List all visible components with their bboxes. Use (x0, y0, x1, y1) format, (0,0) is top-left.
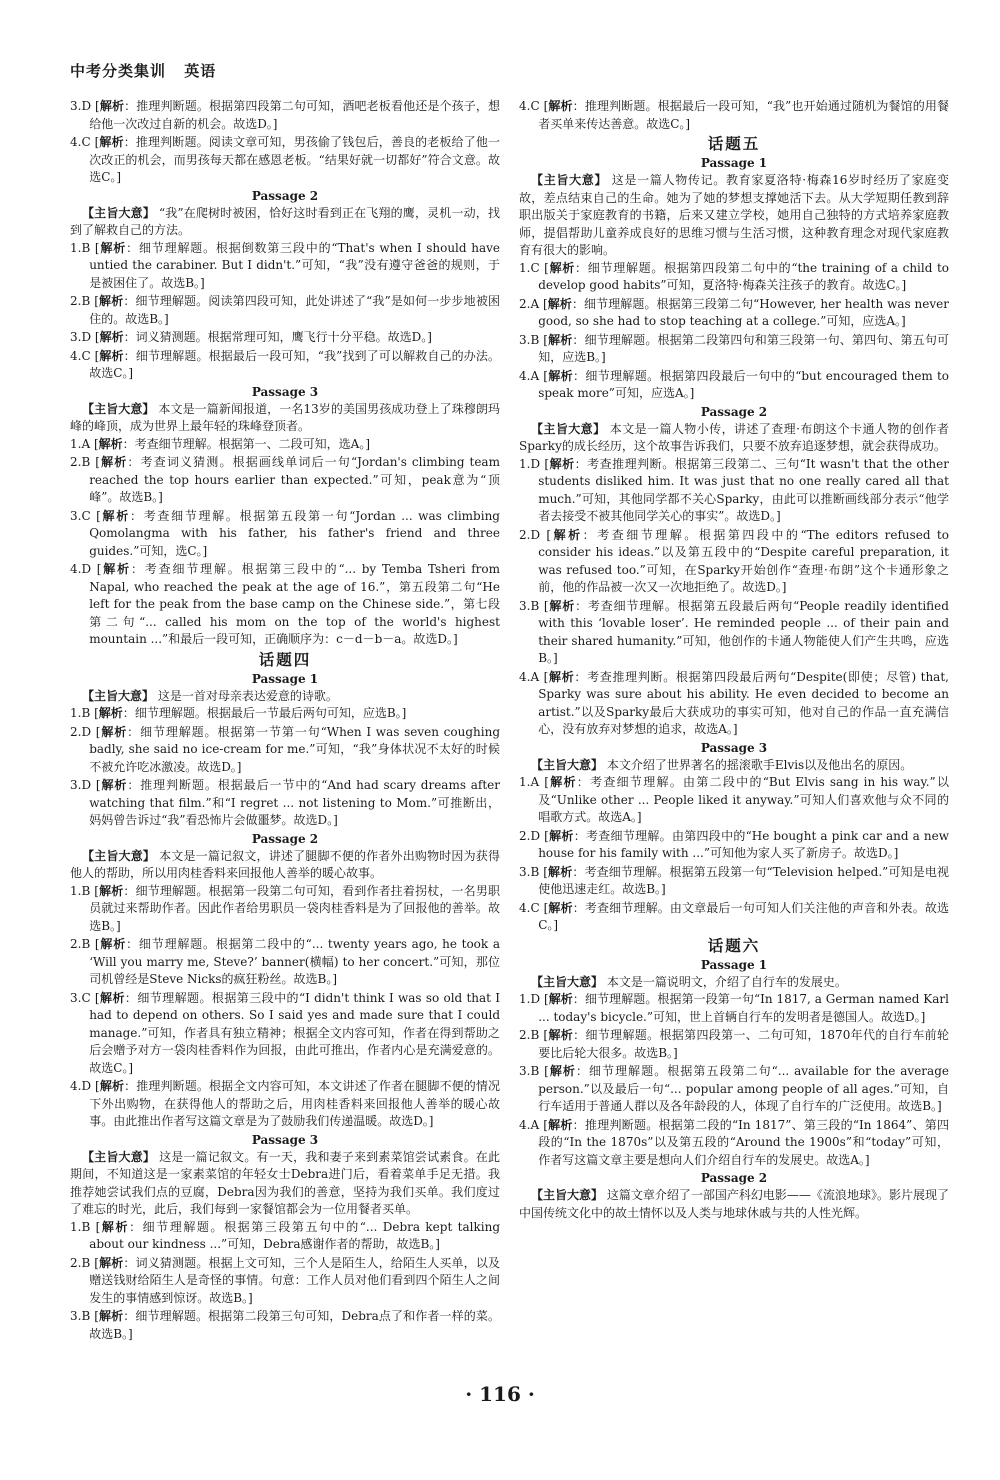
left-column (70, 98, 500, 1344)
answer-item: 4.A [解析：细节理解题。根据第四段最后一句中的“but encouraged them to speak more”可知，应选A。] (519, 368, 949, 400)
answer-item: 2.B [解析：细节理解题。根据第四段第一、二句可知，1870年代的自行车前轮要比后轮大很多。故选B。] (519, 1028, 949, 1060)
answer-item: 4.A [解析：推理判断题。根据第二段的“In 1817”、第三段的“In 1864”、第四段的“In the 1870s”以及第五段的“Around the 1900s”和“today”可知，作者写这篇文章主要是想向人们介绍自行车的发展史。故选A。] (519, 1117, 950, 1167)
answer-text: 细节理解题。根据第一节第一句“When I was seven coughing badly, she said no ice-cream for me.”可知，“我”身体状况不太好的时候不被允许吃冰激凌。故选D。] (89, 724, 500, 774)
passage-heading: Passage 1 (700, 156, 768, 170)
answer-item: 3.D [解析：词义猜测题。根据常理可知，鹰飞行十分平稳。故选D。] (70, 330, 432, 344)
answer-text: 考查细节理解。由第二段中的“But Elvis sang in his way.”以及“Unlike other ... People liked it anyway.”可知人们喜欢他与众不同的唱歌方式。故选A。] (538, 775, 949, 824)
answer-number: 4.C (519, 900, 540, 915)
answer-number: 4.A (519, 1117, 540, 1132)
answer-text: 考查细节理解。由文章最后一句可知人们关注他的声音和外表。故选C。] (538, 900, 949, 932)
answer-number: 2.B (70, 455, 91, 469)
answer-number: 2.B (70, 294, 91, 308)
summary-text: 这是一篇记叙文。有一天，我和妻子来到素菜馆尝试素食。在此期间，不知道这是一家素菜馆的年轻女士Debra进门后，看着菜单手足无措。我推荐她尝试我们点的豆腐，Debra因为我们的善意，坚持为我们买单。我们度过了难忘的时光，此后，我们每到一家餐馆都会为一位用餐者买单。 (70, 1149, 500, 1216)
answer-text: 细节理解题。根据第五段第二句“... available for the average person.”以及最后一句“... popular among people of all ages.”可知，自行车适用于普通人群以及各年龄段的人，体现了自行车的广泛使用。故选B。] (538, 1064, 949, 1113)
answer-number: 4.D (70, 562, 92, 576)
answer-number: 4.D (70, 1079, 92, 1093)
answer-number: 4.A (519, 368, 540, 383)
answer-item: 1.B [解析：细节理解题。根据第一段第二句可知，看到作者拄着拐杖，一名男职员就过来帮助作者。因此作者给男职员一袋肉桂香料是为了回报他的善举。故选B。] (70, 883, 500, 933)
passage-heading: Passage 2 (251, 831, 319, 846)
summary-text: 本文是一篇说明文，介绍了自行车的发展史。 (606, 974, 847, 989)
answer-item: 4.C [解析：推理判断题。阅读文章可知，男孩偷了钱包后，善良的老板给了他一次改正的机会，而男孩每天都在感恩老板。“结果好就一切都好”符合文意。故选C。] (70, 135, 500, 184)
answer-number: 2.B (519, 1028, 540, 1042)
answer-text: 考查细节理解。根据第五段第一句“Television helped.”可知是电视使他迅速走红。故选B。] (538, 864, 949, 896)
analysis-label: 解析 (100, 508, 130, 523)
answer-text: 考查细节理解。根据第四段中的“The editors refused to consider his ideas.”以及第五段中的“Despite careful preparation, it was refused too.”可知，在Sparky开始创作“查理·布朗”这个卡通形象之前，他的作品被一次又一次地拒绝了。故选D。] (538, 527, 949, 594)
analysis-label: 解析 (547, 296, 572, 311)
summary-paragraph (70, 401, 500, 436)
answer-item: 1.C [解析：细节理解题。根据第四段第二句中的“the training of a child to develop good habits”可知，夏洛特·梅森关注孩子的教育。故选C。] (519, 260, 949, 292)
answer-text: 考查细节理解。根据第五段最后两句“People readily identified with this ‘lovable loser’. He reminded people ... of their pain and their shared humanity.”可知，他创作的卡通人物能使人们产生共鸣，应选B。] (538, 598, 949, 665)
answer-number: 1.B (70, 706, 91, 720)
analysis-label: 解析 (99, 330, 124, 344)
analysis-label: 解析 (98, 1255, 124, 1270)
answer-text: 考查细节理解。由第四段中的“He bought a pink car and a new house for his family with ...”可知他为家人买了新房子。故选D。] (538, 828, 949, 860)
answer-item: 1.A [解析：考查细节理解。根据第一、二段可知，选A。] (70, 436, 371, 451)
summary-text: 本文是一篇新闻报道，一名13岁的美国男孩成功登上了珠穆朗玛峰的峰顶，成为世界上最年轻的珠峰登顶者。 (70, 401, 500, 433)
answer-number: 1.C (519, 260, 540, 275)
answer-item: 3.B [解析：考查细节理解。根据第五段最后两句“People readily identified with this ‘lovable loser’. He reminded people ... of their pain and their shared humanity.”可知，他创作的卡通人物能使人们产生共鸣，应选B。] (519, 598, 949, 665)
analysis-label: 解析 (99, 990, 125, 1005)
answer-item: 1.A [解析：考查细节理解。由第二段中的“But Elvis sang in his way.”以及“Unlike other ... People liked it anyway.”可知人们喜欢他与众不同的唱歌方式。故选A。] (519, 775, 949, 824)
subject-label: 英语 (184, 62, 217, 80)
summary-paragraph (70, 848, 500, 883)
answer-number: 4.C (70, 135, 91, 149)
analysis-label: 解析 (548, 99, 573, 113)
answer-number: 1.B (70, 883, 91, 898)
analysis-label: 解析 (101, 562, 131, 576)
analysis-label: 解析 (548, 992, 573, 1006)
analysis-label: 解析 (99, 455, 128, 469)
answer-text: 推理判断题。阅读文章可知，男孩偷了钱包后，善良的老板给了他一次改正的机会，而男孩每天都在感恩老板。“结果好就一切都好”符合文意。故选C。] (89, 135, 500, 184)
answer-text: 考查推理判断。根据第三段第二、三句“It wasn't that the other students disliked him. It was just that no one really cared all that much.”可知，其他同学都不关心Sparky，由此可以推断画线部分表示“他学者去接受不被其他同学关心的事实”。故选D。] (538, 456, 949, 523)
answer-text: 推理判断题。根据第二段的“In 1817”、第三段的“In 1864”、第四段的“In the 1870s”以及第五段的“Around the 1900s”和“today”可知，作者写这篇文章主要是想向人们介绍自行车的发展史。故选A。] (538, 1117, 950, 1167)
answer-number: 1.B (70, 1219, 91, 1234)
answer-number: 3.D (70, 99, 92, 113)
answer-number: 4.C (519, 99, 540, 113)
summary-paragraph (519, 757, 949, 775)
answer-text: 细节理解题。根据最后一段可知，“我”找到了可以解救自己的办法。故选C。] (89, 348, 500, 380)
answer-item: 3.B [解析：细节理解题。根据第二段第三句可知，Debra点了和作者一样的菜。故选B。] (70, 1309, 500, 1341)
answer-text: 细节理解题。根据第四段第二句中的“the training of a child to develop good habits”可知，夏洛特·梅森关注孩子的教育。故选C。] (538, 260, 949, 292)
answer-item: 4.C [解析：推理判断题。根据最后一段可知，“我”也开始通过随机为餐馆的用餐者买单来传达善意。故选C。] (519, 99, 949, 131)
right-column (519, 98, 949, 1222)
answer-item: 1.B [解析：细节理解题。根据倒数第三段中的“That's when I should have untied the carabiner. But I didn't.”可知，“我”没有遵守爸爸的规则，于是被困住了。故选B。] (70, 240, 500, 290)
analysis-label: 解析 (100, 1219, 130, 1234)
answer-item: 2.A [解析：细节理解题。根据第三段第二句“However, her health was never good, so she had to stop teaching at a college.”可知，应选A。] (519, 296, 949, 328)
answer-number: 3.D (70, 330, 92, 344)
answer-number: 3.B (70, 1309, 91, 1323)
analysis-label: 解析 (100, 778, 128, 792)
answer-item: 3.B [解析：细节理解题。根据第二段第四句和第三段第一句、第四句、第五句可知，应选B。] (519, 332, 949, 364)
passage-heading: Passage 2 (251, 188, 319, 203)
answer-text: 考查细节理解。根据第五段第一句“Jordan ... was climbing Qomolangma with his father, his father's friend and three guides.”可知，选C。] (89, 508, 500, 558)
analysis-label: 解析 (547, 368, 574, 383)
passage-heading: Passage 2 (700, 1171, 768, 1185)
analysis-label: 解析 (548, 598, 576, 613)
summary-text: 这是一篇人物传记。教育家夏洛特·梅森16岁时经历了家庭变故，差点结束自己的生命。她为了她的梦想支撑她活下去。从大学短期任教到辞职出版关于家庭教育的书籍，后来又建立学校，她用自己独特的方式培养家庭教师，提倡帮助儿童养成良好的思维习惯与生活习惯，这种教育理念对现代家庭教育有很大的影响。 (519, 173, 949, 257)
answer-text: 细节理解题。根据第二段中的“... twenty years ago, he took a ‘Will you marry me, Steve?’ banner(横幅) to her concert.”可知，那位司机曾经是Steve Nicks的疯狂粉丝。故选B。] (89, 937, 500, 986)
answer-number: 4.A (519, 669, 540, 684)
answer-number: 1.A (70, 436, 91, 451)
analysis-label: 解析 (551, 527, 583, 542)
answer-item: 1.B [解析：细节理解题。根据第三段第五句中的“... Debra kept talking about our kindness ...”可知，Debra感谢作者的帮助，故选B。] (70, 1219, 500, 1251)
passage-heading: Passage 3 (700, 740, 768, 755)
answer-item: 4.C [解析：细节理解题。根据最后一段可知，“我”找到了可以解救自己的办法。故选C。] (70, 348, 500, 380)
answer-text: 推理判断题。根据全文内容可知，本文讲述了作者在腿脚不便的情况下外出购物，在获得他人的帮助之后，用肉桂香料来回报他人善举的暖心故事。由此推出作者写这篇文章是为了鼓励我们传递温暖。故选D。] (89, 1079, 500, 1128)
summary-text: “我”在爬树时被困，恰好这时看到正在飞翔的鹰，灵机一动，找到了解救自己的方法。 (70, 205, 500, 237)
answer-text: 推理判断题。根据最后一段可知，“我”也开始通过随机为餐馆的用餐者买单来传达善意。故选C。] (538, 99, 949, 131)
answer-item: 3.C [解析：考查细节理解。根据第五段第一句“Jordan ... was climbing Qomolangma with his father, his father's friend and three guides.”可知，选C。] (70, 508, 500, 558)
summary-text: 这是一首对母亲表达爱意的诗歌。 (157, 688, 338, 703)
answer-text: 推理判断题。根据第四段第二句可知，酒吧老板看他还是个孩子，想给他一次改过自新的机会。故选D。] (89, 99, 500, 131)
answer-text: 推理判断题。根据最后一节中的“And had scary dreams after watching that film.”和“I regret ... not listening to Mom.”可推断出，妈妈曾告诉过“我”看恐怖片会做噩梦。故选D。] (89, 778, 500, 827)
summary-paragraph (519, 172, 949, 260)
answer-item: 3.C [解析：细节理解题。根据第三段中的“I didn't think I was so old that I had to depend on others. So I said yes and made sure that I could manage.”可知，作者具有独立精神；根据全文内容可知，作者在得到帮助之后会赠予对方一袋肉桂香料作为回报，由此可推出，作者内心是充满爱意的。故选C。] (70, 990, 500, 1075)
analysis-label: 解析 (549, 456, 575, 471)
passage-heading: Passage 2 (700, 404, 768, 419)
answer-number: 1.D (519, 992, 541, 1006)
answer-number: 1.B (70, 240, 91, 255)
analysis-label: 解析 (547, 332, 573, 347)
summary-text: 本文是一篇记叙文，讲述了腿脚不便的作者外出购物时因为获得他人的帮助，所以用肉桂香料来回报他人善举的暖心故事。 (70, 848, 500, 880)
answer-number: 4.C (70, 348, 91, 363)
summary-paragraph (519, 1187, 949, 1222)
answer-text: 考查细节理解。根据第一、二段可知，选A。] (134, 436, 371, 451)
answer-number: 1.D (519, 456, 541, 471)
summary-text: 这篇文章介绍了一部国产科幻电影——《流浪地球》。影片展现了中国传统文化中的故土情怀以及人类与地球休戚与共的人性光辉。 (519, 1188, 949, 1220)
analysis-label: 解析 (100, 724, 128, 739)
answer-item: 1.D [解析：细节理解题。根据第一段第一句“In 1817, a German named Karl ... today's bicycle.”可知，世上首辆自行车的发明者是德国人。故选D。] (519, 992, 949, 1024)
answer-item: 3.D [解析：推理判断题。根据最后一节中的“And had scary dreams after watching that film.”和“I regret ... not listening to Mom.”可推断出，妈妈曾告诉过“我”看恐怖片会做噩梦。故选D。] (70, 778, 500, 827)
answer-item: 2.D [解析：细节理解题。根据第一节第一句“When I was seven coughing badly, she said no ice-cream for me.”可知，“我”身体状况不太好的时候不被允许吃冰激凌。故选D。] (70, 724, 500, 774)
summary-label: 【主旨大意】 (531, 173, 608, 187)
answer-item: 2.B [解析：细节理解题。阅读第四段可知，此处讲述了“我”是如何一步步地被困住的。故选B。] (70, 294, 500, 326)
summary-paragraph (70, 1149, 500, 1219)
summary-paragraph (519, 974, 949, 992)
answer-number: 2.D (519, 527, 541, 542)
answer-item: 4.D [解析：推理判断题。根据全文内容可知，本文讲述了作者在腿脚不便的情况下外出购物，在获得他人的帮助之后，用肉桂香料来回报他人善举的暖心故事。由此推出作者写这篇文章是为了鼓励我们传递温暖。故选D。] (70, 1079, 500, 1128)
answer-item: 4.C [解析：考查细节理解。由文章最后一句可知人们关注他的声音和外表。故选C。] (519, 900, 949, 932)
answer-item: 3.B [解析：考查细节理解。根据第五段第一句“Television helped.”可知是电视使他迅速走红。故选B。] (519, 864, 949, 896)
summary-paragraph (519, 421, 949, 456)
analysis-label: 解析 (99, 135, 124, 149)
answer-item: 2.D [解析：考查细节理解。根据第四段中的“The editors refused to consider his ideas.”以及第五段中的“Despite careful preparation, it was refused too.”可知，在Sparky开始创作“查理·布朗”这个卡通形象之前，他的作品被一次又一次地拒绝了。故选D。] (519, 527, 949, 594)
analysis-label: 解析 (98, 706, 123, 720)
answer-number: 3.B (519, 864, 540, 879)
summary-text: 本文是一篇人物小传，讲述了查理·布朗这个卡通人物的创作者Sparky的成长经历，这个故事告诉我们，只要不放弃追逐梦想，就会获得成功。 (519, 421, 949, 453)
analysis-label: 解析 (548, 669, 575, 684)
summary-label: 【主旨大意】 (82, 848, 156, 863)
answer-number: 2.B (70, 1255, 91, 1270)
analysis-label: 解析 (99, 348, 124, 363)
answer-number: 1.A (519, 775, 540, 789)
answer-item: 3.B [解析：细节理解题。根据第五段第二句“... available for the average person.”以及最后一句“... popular among people of all ages.”可知，自行车适用于普通人群以及各年龄段的人，体现了自行车的广泛使用。故选B。] (519, 1064, 949, 1113)
analysis-label: 解析 (99, 99, 125, 113)
answer-number: 3.B (519, 1064, 540, 1078)
answer-text: 细节理解题。阅读第四段可知，此处讲述了“我”是如何一步步地被困住的。故选B。] (89, 294, 500, 326)
analysis-label: 解析 (547, 1117, 573, 1132)
answer-text: 细节理解题。根据第二段第三句可知，Debra点了和作者一样的菜。故选B。] (89, 1309, 500, 1341)
answer-number: 2.D (70, 724, 92, 739)
summary-label: 【主旨大意】 (531, 421, 606, 436)
answer-item: 2.B [解析：考查词义猜测。根据画线单词后一句“Jordan's climbing team reached the top hours earlier than expected.”可知，peak意为“顶峰”。故选B。] (70, 455, 500, 504)
analysis-label: 解析 (548, 1064, 576, 1078)
answer-text: 词义猜测题。根据上文可知，三个人是陌生人，给陌生人买单，以及赠送钱财给陌生人是奇怪的事情。句意：工作人员对他们看到四个陌生人之间发生的事情感到惊讶。故选B。] (89, 1255, 500, 1305)
topic-heading: 话题五 (707, 135, 761, 153)
answer-number: 2.B (70, 937, 91, 951)
page-number: · 116 · (465, 1382, 535, 1406)
answer-item: 4.A [解析：考查推理判断。根据第四段最后两句“Despite(即使；尽管) that, Sparky was sure about his ability. He even decided to become an artist.”以及Sparky最后大获成功的事实可知，他对自己的作品一直充满信心，没有放弃对梦想的追求，故选A。] (519, 669, 949, 736)
answer-text: 细节理解题。根据第三段中的“I didn't think I was so old that I had to depend on others. So I said yes and made sure that I could manage.”可知，作者具有独立精神；根据全文内容可知，作者在得到帮助之后会赠予对方一袋肉桂香料作为回报，由此可推出，作者内心是充满爱意的。故选C。] (89, 990, 500, 1075)
summary-label: 【主旨大意】 (82, 205, 156, 220)
answer-item: 4.D [解析：考查细节理解。根据第三段中的“... by Temba Tsheri from Napal, who reached the peak at the age of 16.”，第五段第二句“He left for the peak from the base camp on the Chinese side.”，第七段第二句“... called his mom on the top of the world's highest mountain ...”和最后一段可知，正确顺序为：c－d－b－a。故选D。] (70, 562, 500, 646)
analysis-label: 解析 (99, 937, 127, 951)
answer-item: 2.D [解析：考查细节理解。由第四段中的“He bought a pink car and a new house for his family with ...”可知他为家人买了新房子。故选D。] (519, 828, 949, 860)
analysis-label: 解析 (98, 1309, 124, 1323)
answer-item: 3.D [解析：推理判断题。根据第四段第二句可知，酒吧老板看他还是个孩子，想给他一次改过自新的机会。故选D。] (70, 99, 500, 131)
answer-item: 1.D [解析：考查推理判断。根据第三段第二、三句“It wasn't that the other students disliked him. It was just that no one really cared all that much.”可知，其他同学都不关心Sparky，由此可以推断画线部分表示“他学者去接受不被其他同学关心的事实”。故选D。] (519, 456, 949, 523)
summary-label: 【主旨大意】 (531, 1188, 604, 1202)
answer-text: 词义猜测题。根据常理可知，鹰飞行十分平稳。故选D。] (135, 330, 432, 344)
answer-text: 细节理解题。根据第三段第二句“However, her health was never good, so she had to stop teaching at a college.”可知，应选A。] (538, 296, 949, 328)
summary-label: 【主旨大意】 (82, 1149, 156, 1164)
topic-heading: 话题六 (707, 936, 761, 955)
summary-label: 【主旨大意】 (531, 757, 604, 772)
topic-heading: 话题四 (258, 650, 312, 669)
answer-text: 细节理解题。根据第一段第二句可知，看到作者拄着拐杖，一名男职员就过来帮助作者。因此作者给男职员一袋肉桂香料是为了回报他的善举。故选B。] (89, 883, 500, 933)
summary-label: 【主旨大意】 (82, 401, 155, 416)
answer-text: 细节理解题。根据第二段第四句和第三段第一句、第四句、第五句可知，应选B。] (538, 332, 949, 364)
passage-heading: Passage 3 (251, 1132, 319, 1147)
answer-number: 3.C (70, 508, 91, 523)
summary-text: 本文介绍了世界著名的摇滚歌手Elvis以及他出名的原因。 (606, 757, 913, 772)
passage-heading: Passage 1 (251, 671, 319, 686)
running-head (70, 60, 216, 81)
analysis-label: 解析 (548, 828, 574, 843)
passage-heading: Passage 3 (251, 384, 319, 399)
answer-number: 2.D (519, 828, 541, 843)
answer-number: 2.A (519, 296, 540, 311)
answer-text: 考查推理判断。根据第四段最后两句“Despite(即使；尽管) that, Sparky was sure about his ability. He even decided to become an artist.”以及Sparky最后大获成功的事实可知，他对自己的作品一直充满信心，没有放弃对梦想的追求，故选A。] (538, 669, 949, 736)
passage-heading: Passage 1 (700, 957, 768, 972)
answer-item: 2.B [解析：词义猜测题。根据上文可知，三个人是陌生人，给陌生人买单，以及赠送钱财给陌生人是奇怪的事情。句意：工作人员对他们看到四个陌生人之间发生的事情感到惊讶。故选B。] (70, 1255, 500, 1305)
analysis-label: 解析 (548, 775, 577, 789)
analysis-label: 解析 (547, 864, 573, 879)
answer-text: 细节理解题。根据倒数第三段中的“That's when I should have untied the carabiner. But I didn't.”可知，“我”没有遵守爸爸的规则，于是被困住了。故选B。] (89, 240, 500, 290)
answer-text: 细节理解题。根据第四段第一、二句可知，1870年代的自行车前轮要比后轮大很多。故选B。] (538, 1028, 949, 1060)
answer-number: 3.C (70, 990, 91, 1005)
analysis-label: 解析 (99, 240, 127, 255)
summary-label: 【主旨大意】 (82, 688, 155, 703)
answer-text: 考查词义猜测。根据画线单词后一句“Jordan's climbing team reached the top hours earlier than expected.”可知，peak意为“顶峰”。故选B。] (89, 455, 500, 504)
summary-label: 【主旨大意】 (531, 974, 604, 989)
answer-number: 3.B (519, 598, 540, 613)
analysis-label: 解析 (548, 1028, 574, 1042)
analysis-label: 解析 (98, 294, 124, 308)
answer-number: 3.B (519, 332, 540, 347)
answer-text: 考查细节理解。根据第三段中的“... by Temba Tsheri from Napal, who reached the peak at the age of 16.”，第五段第二句“He left for the peak from the base camp on the Chinese side.”，第七段第二句“... called his mom on the top of the world's highest mountain ...”和最后一段可知，正确顺序为：c－d－b－a。故选D。] (89, 562, 500, 646)
book-title: 中考分类集训 (70, 62, 167, 80)
analysis-label: 解析 (99, 1079, 125, 1093)
answer-text: 细节理解题。根据第三段第五句中的“... Debra kept talking about our kindness ...”可知，Debra感谢作者的帮助，故选B。] (89, 1219, 500, 1251)
analysis-label: 解析 (548, 260, 576, 275)
answer-text: 细节理解题。根据最后一节最后两句可知，应选B。] (134, 706, 407, 720)
answer-item: 1.B [解析：细节理解题。根据最后一节最后两句可知，应选B。] (70, 706, 407, 720)
summary-paragraph (70, 205, 500, 240)
answer-text: 细节理解题。根据第四段最后一句中的“but encouraged them to speak more”可知，应选A。] (538, 368, 949, 400)
summary-paragraph (70, 688, 500, 706)
analysis-label: 解析 (98, 436, 123, 451)
answer-text: 细节理解题。根据第一段第一句“In 1817, a German named Karl ... today's bicycle.”可知，世上首辆自行车的发明者是德国人。故选D。] (538, 992, 949, 1024)
answer-item: 2.B [解析：细节理解题。根据第二段中的“... twenty years ago, he took a ‘Will you marry me, Steve?’ banner(横幅) to her concert.”可知，那位司机曾经是Steve Nicks的疯狂粉丝。故选B。] (70, 937, 500, 986)
analysis-label: 解析 (98, 883, 124, 898)
answer-number: 3.D (70, 778, 92, 792)
analysis-label: 解析 (548, 900, 573, 915)
